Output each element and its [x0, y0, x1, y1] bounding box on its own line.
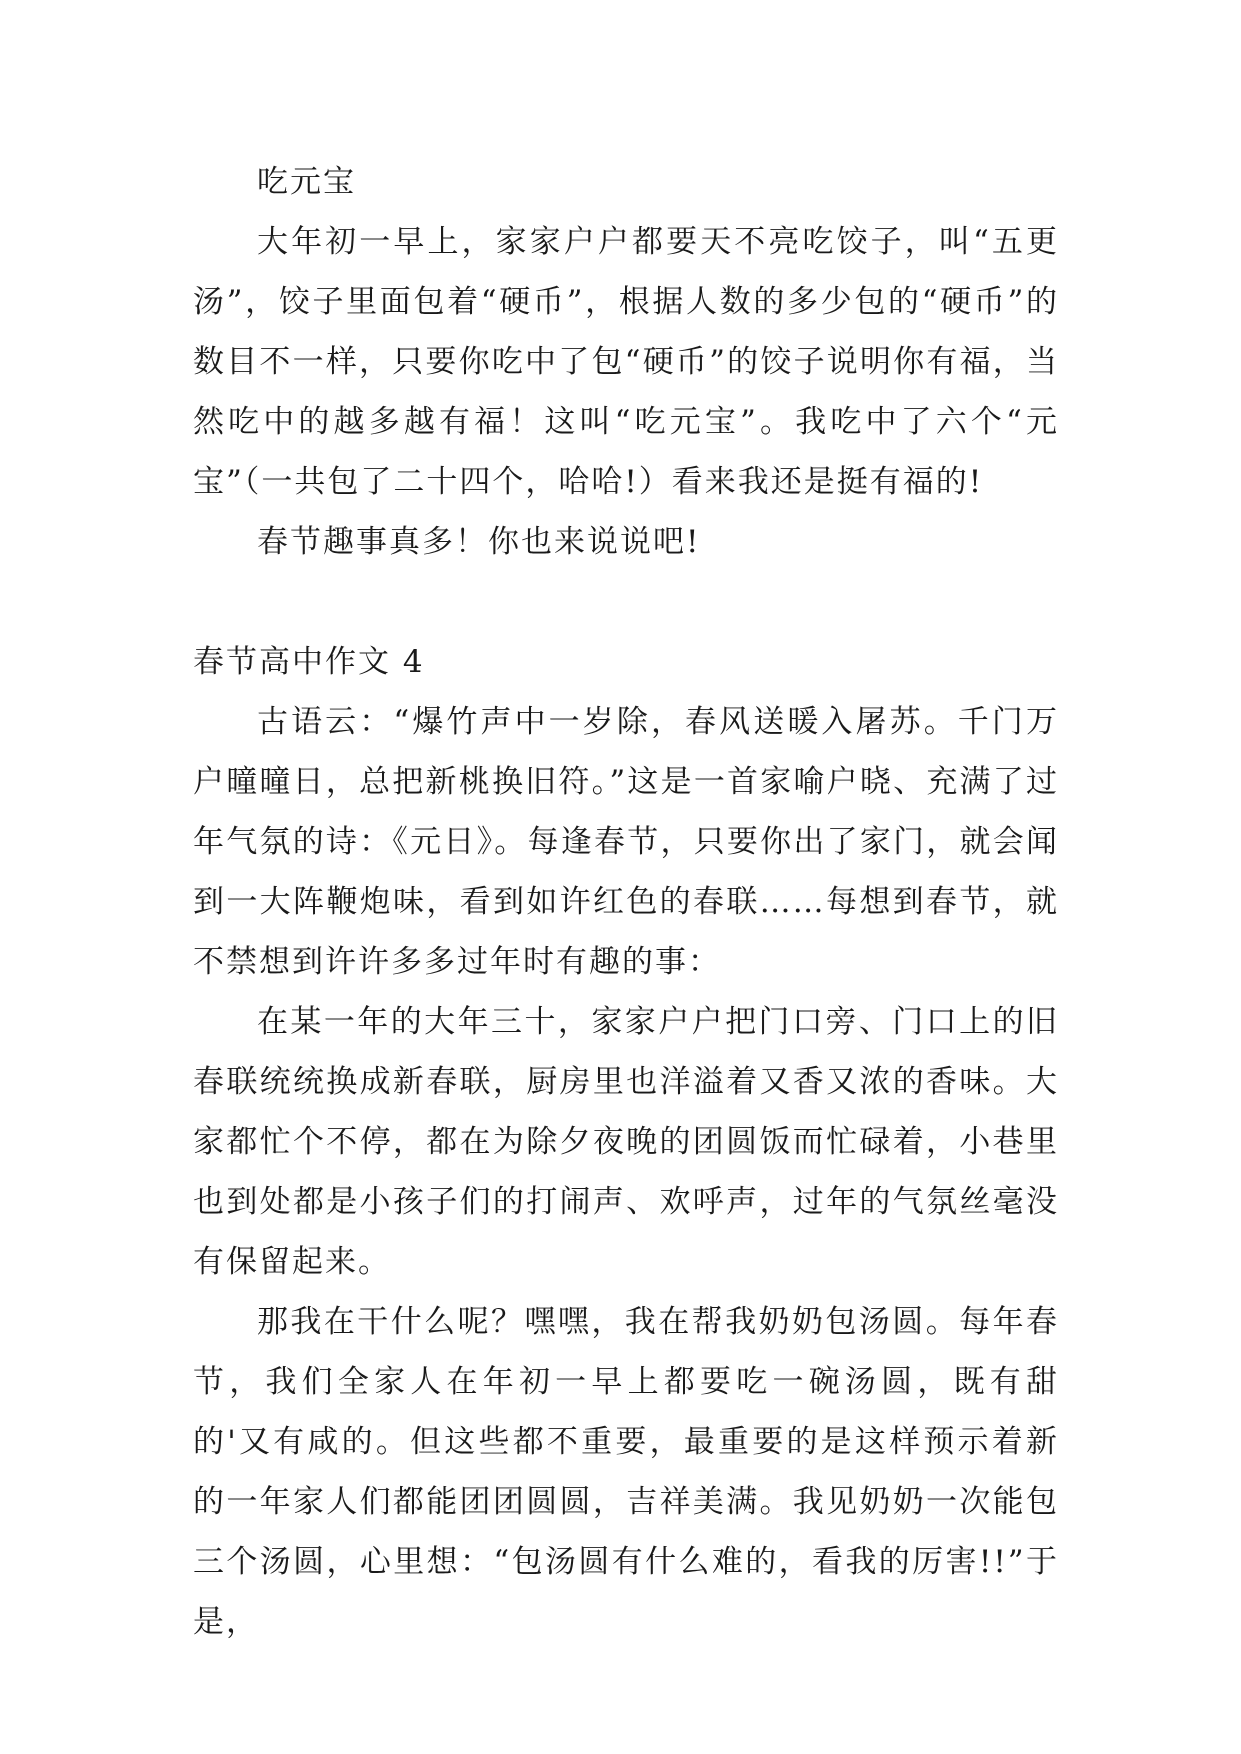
paragraph: 在某一年的大年三十，家家户户把门口旁、门口上的旧春联统统换成新春联，厨房里也洋溢着又香又浓的香味。大家都忙个不停，都在为除夕夜晚的团圆饭而忙碌着，小巷里也到处都是小孩子们的打闹声、欢呼声，过年的气氛丝毫没有保留起来。 [193, 1004, 1059, 1280]
paragraph: 大年初一早上，家家户户都要天不亮吃饺子，叫“五更汤”，饺子里面包着“硬币”，根据人数的多少包的“硬币”的数目不一样，只要你吃中了包“硬币”的饺子说明你有福，当然吃中的越多越有福！这叫“吃元宝”。我吃中了六个“元宝”（一共包了二十四个，哈哈!）看来我还是挺有福的! [193, 224, 1059, 500]
section-spacer [193, 572, 1059, 632]
paragraph: 春节趣事真多！你也来说说吧! [257, 524, 701, 560]
document-body [193, 152, 1059, 1652]
paragraph: 古语云：“爆竹声中一岁除，春风送暖入屠苏。千门万户曈曈日，总把新桃换旧符。”这是一首家喻户晓、充满了过年气氛的诗：《元日》。每逢春节，只要你出了家门，就会闻到一大阵鞭炮味，看到如许红色的春联……每想到春节，就不禁想到许许多多过年时有趣的事： [193, 704, 1059, 980]
section-heading: 吃元宝 [257, 164, 356, 200]
essay-title: 春节高中作文 4 [193, 644, 425, 680]
paragraph: 那我在干什么呢？嘿嘿，我在帮我奶奶包汤圆。每年春节，我们全家人在年初一早上都要吃一碗汤圆，既有甜的'又有咸的。但这些都不重要，最重要的是这样预示着新的一年家人们都能团团圆圆，吉祥美满。我见奶奶一次能包三个汤圆，心里想：“包汤圆有什么难的，看我的厉害!!”于是， [193, 1304, 1059, 1640]
